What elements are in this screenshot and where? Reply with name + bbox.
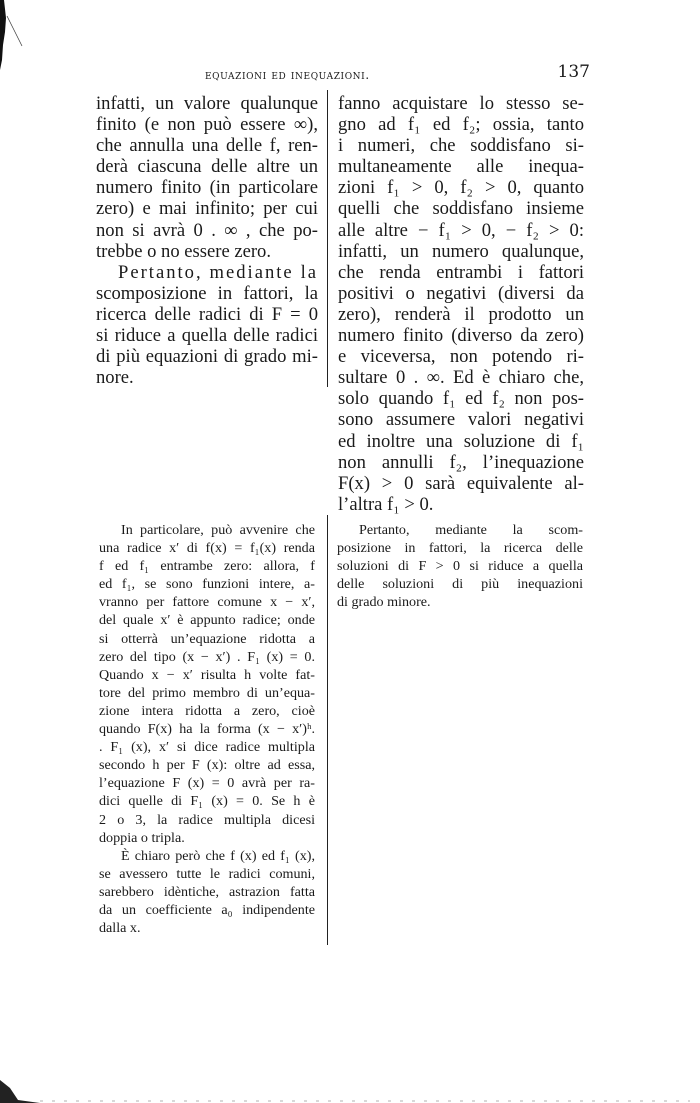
text-line: non annulli f₂, l’inequazione: [338, 451, 584, 473]
text-line: sarebbero idèntiche, astrazion fatta: [99, 883, 315, 900]
text-line: zero) e mai infinito; per cui: [96, 198, 318, 220]
text-line: quelli che soddisfano insieme: [338, 198, 584, 220]
text-line: posizione in fattori, la ricerca delle: [337, 540, 583, 557]
text-line: di più equazioni di grado mi-: [96, 346, 318, 368]
text-line: sultare 0 . ∞. Ed è chiaro che,: [338, 367, 584, 389]
text-line: da un coefficiente a₀ indipendente: [99, 901, 315, 918]
text-line: zero del tipo (x − x′) . F₁ (x) = 0.: [99, 648, 315, 665]
text-line: di grado minore.: [337, 594, 431, 611]
text-line: delle soluzioni di più inequazioni: [337, 576, 583, 593]
note-text-right-column: [337, 521, 583, 611]
text-line: nore.: [96, 367, 134, 389]
text-line: l’altra f₁ > 0.: [338, 493, 434, 515]
text-line: fanno acquistare lo stesso se-: [338, 93, 584, 114]
text-line: infatti, un valore qualunque: [96, 93, 318, 114]
text-line: gno ad f₁ ed f₂; ossia, tanto: [338, 114, 584, 136]
text-line: quando F(x) ha la forma (x − x′)ʰ.: [99, 721, 315, 738]
page-header: [205, 62, 590, 86]
text-line: tore del primo membro di un’equa-: [99, 684, 315, 701]
text-line: soluzioni di F > 0 si riduce a quella: [337, 558, 583, 575]
text-line: Pertanto, mediante la: [118, 261, 318, 283]
scan-artifact-top-left: [0, 0, 30, 90]
text-line: secondo h per F (x): oltre ad essa,: [99, 757, 315, 774]
main-text-left-column: [96, 93, 318, 388]
text-line: una radice x′ di f(x) = f₁(x) renda: [99, 540, 315, 557]
text-line: Quando x − x′ risulta h volte fat-: [99, 666, 315, 683]
text-line: . F₁ (x), x′ si dice radice multipla: [99, 739, 315, 756]
text-line: zero), renderà il prodotto un: [338, 303, 584, 325]
text-line: finito (e non può essere ∞),: [96, 114, 318, 136]
text-line: F(x) > 0 sarà equivalente al-: [338, 472, 584, 494]
text-line: 2 o 3, la radice multipla dicesi: [99, 811, 315, 828]
text-line: ed inoltre una soluzione di f₁: [338, 430, 584, 452]
text-line: ed f₁, se sono funzioni intere, a-: [99, 576, 315, 593]
column-rule-bottom: [327, 515, 328, 945]
text-line: dalla x.: [99, 920, 141, 937]
text-line: trebbe o no essere zero.: [96, 240, 272, 262]
text-line: f ed f₁ entrambe zero: allora, f: [99, 558, 315, 575]
text-line: numero finito (in particolare: [96, 177, 318, 199]
text-line: si otterrà un’equazione ridotta a: [99, 630, 315, 647]
text-line: alle altre − f₁ > 0, − f₂ > 0:: [338, 219, 584, 241]
text-line: sono assumere valori negativi: [338, 409, 584, 431]
text-line: si riduce a quella delle radici: [96, 325, 318, 347]
text-line: che annulla una delle f, ren-: [96, 135, 318, 157]
text-line: e viceversa, non potendo ri-: [338, 346, 584, 368]
text-line: che renda entrambi i fattori: [338, 261, 584, 283]
text-line: infatti, un numero qualunque,: [338, 240, 584, 262]
text-line: positivi o negativi (diversi da: [338, 282, 584, 304]
page-number: 137: [557, 62, 590, 82]
text-line: scomposizione in fattori, la: [96, 282, 318, 304]
running-head: equazioni ed inequazioni.: [205, 67, 370, 82]
text-line: i numeri, che soddisfano si-: [338, 135, 584, 157]
main-text-right-column: [338, 93, 584, 515]
text-line: dici quelle di F₁ (x) = 0. Se h è: [99, 793, 315, 810]
text-line: È chiaro però che f (x) ed f₁ (x),: [121, 847, 315, 864]
text-line: multaneamente alle inequa-: [338, 156, 584, 178]
text-line: zioni f₁ > 0, f₂ > 0, quanto: [338, 177, 584, 199]
text-line: derà ciascuna delle altre un: [96, 156, 318, 178]
text-line: zione intera ridotta a zero, cioè: [99, 702, 315, 719]
note-text-left-column: [99, 521, 315, 937]
text-line: del quale x′ è appunto radice; onde: [99, 612, 315, 629]
text-line: In particolare, può avvenire che: [121, 522, 315, 538]
scan-artifact-bottom-edge: [0, 1070, 700, 1103]
text-line: se avessero tutte le radici comuni,: [99, 865, 315, 882]
text-line: l’equazione F (x) = 0 avrà per ra-: [99, 775, 315, 792]
text-line: vranno per fattore comune x − x′,: [99, 594, 315, 611]
text-line: non si avrà 0 . ∞ , che po-: [96, 219, 318, 241]
column-rule-top: [327, 90, 328, 387]
text-line: ricerca delle radici di F = 0: [96, 303, 318, 325]
text-line: numero finito (diverso da zero): [338, 325, 584, 347]
text-line: doppia o tripla.: [99, 829, 185, 846]
text-line: solo quando f₁ ed f₂ non pos-: [338, 388, 584, 410]
text-line: Pertanto, mediante la scom-: [359, 522, 583, 538]
